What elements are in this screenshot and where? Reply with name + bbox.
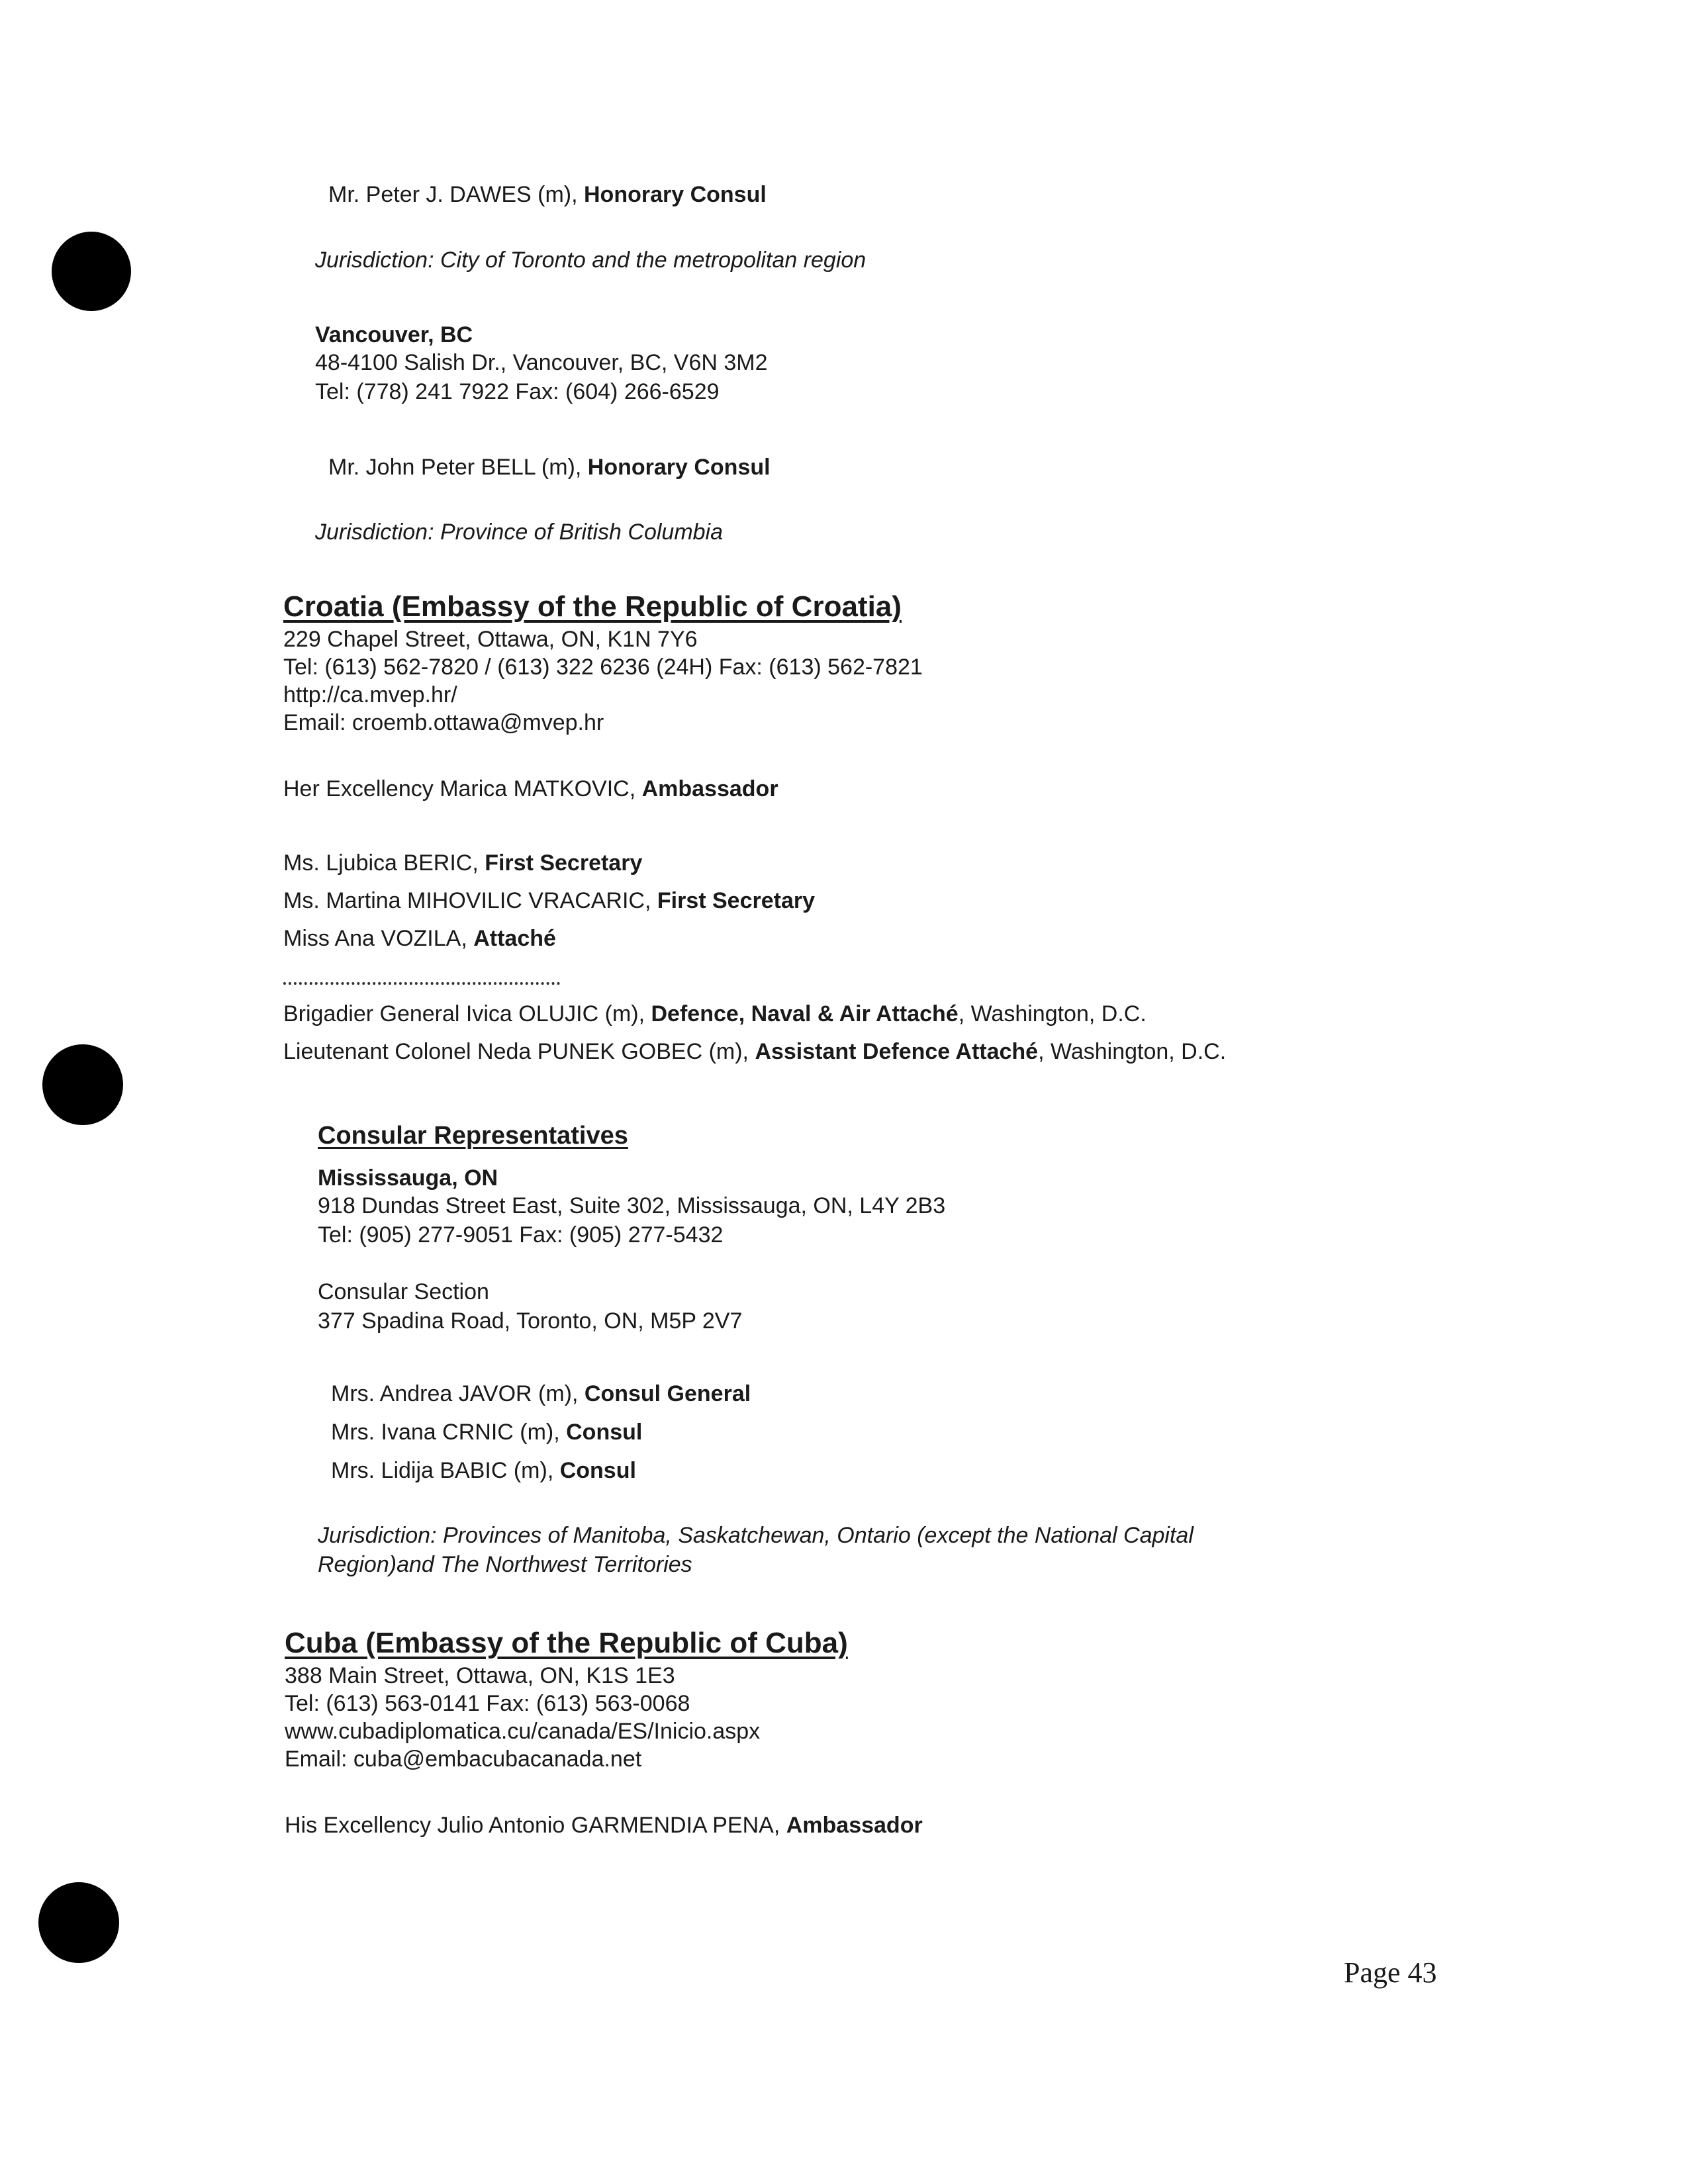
consular-jurisdiction-line: Jurisdiction: Provinces of Manitoba, Saskatchewan, Ontario (except the National Capital bbox=[318, 1523, 1194, 1548]
person-name: Brigadier General Ivica OLUJIC (m), bbox=[283, 1001, 651, 1026]
person-title: Attaché bbox=[473, 926, 556, 951]
person-name: Lieutenant Colonel Neda PUNEK GOBEC (m), bbox=[283, 1039, 755, 1064]
person-title: Consul bbox=[566, 1420, 643, 1445]
croatia-website: http://ca.mvep.hr/ bbox=[283, 682, 457, 707]
cuba-phone: Tel: (613) 563-0141 Fax: (613) 563-0068 bbox=[285, 1691, 690, 1716]
location-suffix: , Washington, D.C. bbox=[1038, 1039, 1227, 1064]
vancouver-jurisdiction: Jurisdiction: Province of British Columbia bbox=[315, 520, 724, 545]
person-name: Mrs. Lidija BABIC (m), bbox=[331, 1458, 560, 1483]
consular-jurisdiction-line: Region)and The Northwest Territories bbox=[318, 1552, 692, 1577]
location-suffix: , Washington, D.C. bbox=[958, 1001, 1147, 1026]
croatia-email: Email: croemb.ottawa@mvep.hr bbox=[283, 710, 604, 735]
consular-section-address: 377 Spadina Road, Toronto, ON, M5P 2V7 bbox=[318, 1308, 743, 1334]
punch-hole-middle bbox=[42, 1044, 123, 1125]
person-title: First Secretary bbox=[657, 888, 816, 913]
person-name: Mr. Peter J. DAWES (m), bbox=[328, 182, 584, 207]
vancouver-heading: Vancouver, BC bbox=[315, 322, 473, 347]
croatia-heading: Croatia (Embassy of the Republic of Croatia) bbox=[283, 590, 902, 623]
croatia-phone: Tel: (613) 562-7820 / (613) 322 6236 (24H) Fax: (613) 562-7821 bbox=[283, 655, 923, 680]
person-name: Miss Ana VOZILA, bbox=[283, 926, 474, 951]
consular-city: Mississauga, ON bbox=[318, 1165, 498, 1191]
toronto-jurisdiction: Jurisdiction: City of Toronto and the metropolitan region bbox=[315, 248, 867, 273]
cuba-ambassador-entry bbox=[285, 1812, 923, 1839]
vancouver-address: 48-4100 Salish Dr., Vancouver, BC, V6N 3M2 bbox=[315, 350, 768, 375]
person-name: Mrs. Ivana CRNIC (m), bbox=[331, 1420, 567, 1445]
cuba-heading: Cuba (Embassy of the Republic of Cuba) bbox=[285, 1627, 848, 1659]
punch-hole-top bbox=[52, 232, 131, 311]
person-name: Ms. Martina MIHOVILIC VRACARIC, bbox=[283, 888, 657, 913]
croatia-address: 229 Chapel Street, Ottawa, ON, K1N 7Y6 bbox=[283, 627, 698, 652]
person-name: Ms. Ljubica BERIC, bbox=[283, 850, 485, 876]
cuba-email: Email: cuba@embacubacanada.net bbox=[285, 1747, 642, 1772]
person-name: Mr. John Peter BELL (m), bbox=[328, 455, 588, 480]
person-title: Consul bbox=[559, 1458, 636, 1483]
dotted-separator bbox=[283, 982, 560, 985]
person-title: Ambassador bbox=[786, 1813, 923, 1838]
punch-hole-bottom bbox=[38, 1882, 119, 1963]
vancouver-phone: Tel: (778) 241 7922 Fax: (604) 266-6529 bbox=[315, 379, 720, 404]
page-number: Page 43 bbox=[1344, 1956, 1437, 1989]
person-name: Mrs. Andrea JAVOR (m), bbox=[331, 1381, 585, 1406]
cuba-website: www.cubadiplomatica.cu/canada/ES/Inicio.aspx bbox=[285, 1719, 761, 1744]
consular-address: 918 Dundas Street East, Suite 302, Mississauga, ON, L4Y 2B3 bbox=[318, 1193, 946, 1218]
person-title: Assistant Defence Attaché bbox=[755, 1039, 1039, 1064]
person-title: Honorary Consul bbox=[587, 455, 771, 480]
consular-phone: Tel: (905) 277-9051 Fax: (905) 277-5432 bbox=[318, 1222, 724, 1248]
consular-representatives-heading: Consular Representatives bbox=[318, 1122, 628, 1150]
croatia-defence-entry bbox=[283, 1001, 1147, 1027]
toronto-consul-entry bbox=[328, 181, 767, 208]
croatia-ambassador-entry bbox=[283, 776, 778, 802]
croatia-staff-entry bbox=[283, 850, 642, 876]
consular-staff-entry bbox=[331, 1457, 636, 1484]
consular-staff-entry bbox=[331, 1381, 751, 1407]
cuba-address: 388 Main Street, Ottawa, ON, K1S 1E3 bbox=[285, 1663, 675, 1688]
person-title: First Secretary bbox=[485, 850, 643, 876]
croatia-defence-entry bbox=[283, 1038, 1226, 1065]
person-title: Defence, Naval & Air Attaché bbox=[651, 1001, 959, 1026]
consular-staff-entry bbox=[331, 1419, 642, 1445]
person-title: Consul General bbox=[584, 1381, 751, 1406]
consular-section-label: Consular Section bbox=[318, 1279, 489, 1304]
person-title: Honorary Consul bbox=[584, 182, 767, 207]
croatia-staff-entry bbox=[283, 925, 556, 952]
person-name: Her Excellency Marica MATKOVIC, bbox=[283, 776, 642, 801]
croatia-staff-entry bbox=[283, 887, 815, 914]
vancouver-consul-entry bbox=[328, 454, 771, 480]
person-name: His Excellency Julio Antonio GARMENDIA PENA, bbox=[285, 1813, 786, 1838]
person-title: Ambassador bbox=[641, 776, 778, 801]
